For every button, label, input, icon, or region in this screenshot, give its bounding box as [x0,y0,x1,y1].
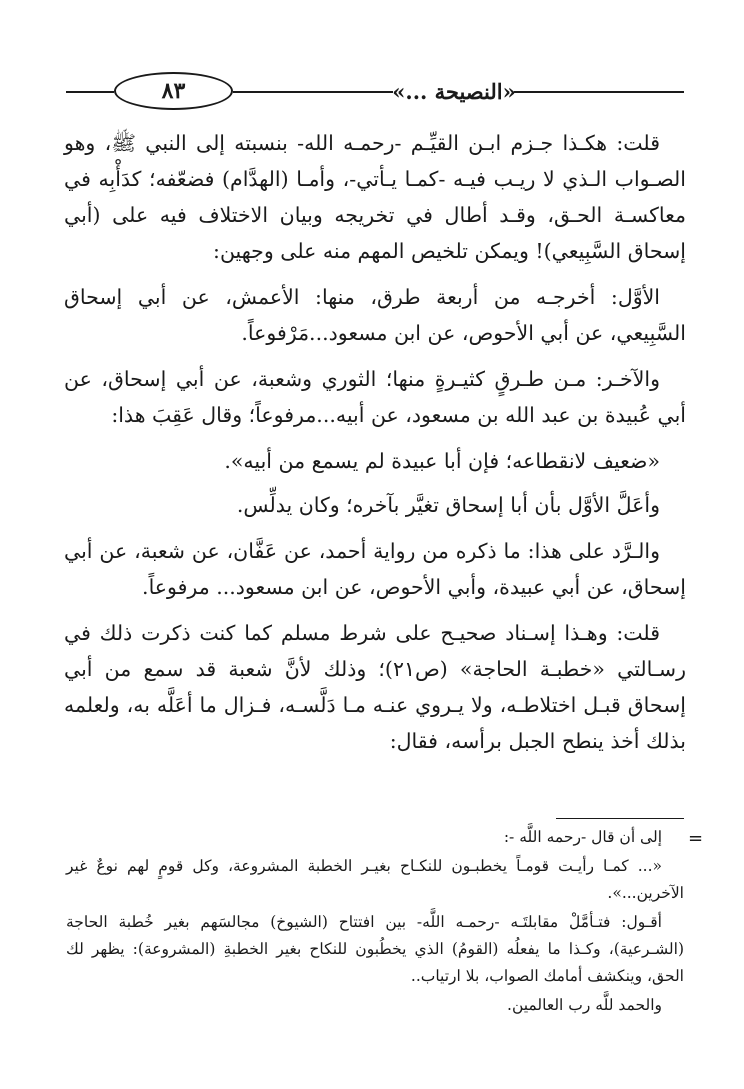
page-number: ٨٣ [114,72,233,110]
paragraph-1: قلت: هكـذا جـزم ابـن القيِّـم -رحمـه الله- بنسبته إلى النبي ﷺ، وهو الصـواب الـذي لا ريـب فيـه -كمـا يـأتي-، وأمـا (الهدَّام) فضعّفه؛ كدَأْبِه في معاكسـة الحـق، وقـد أطال في تخريجه وبيان الاختلاف فيه على (أبي إسحاق السَّبِيعي)! ويمكن تلخيص المهم منه على وجهين: [64,131,686,263]
main-text [64,125,686,769]
footnote-continuation-marker: = [688,828,704,849]
quote-paragraph: «ضعيف لانقطاعه؛ فإن أبا عبيدة لم يسمع من أبيه». [224,449,660,473]
header-rule-left [66,91,114,93]
paragraph-6: والـرَّد على هذا: ما ذكره من رواية أحمد، عن عَفَّان، عن شعبة، عن أبي إسحاق، عن أبي عبيدة، وأبي الأحوص، عن ابن مسعود... مرفوعاً. [64,539,686,599]
header-rule-middle [233,91,393,93]
page-header [66,68,684,118]
running-title: «النصيحة ...» [392,78,516,104]
footnotes [66,824,684,1021]
header-rule-right [514,91,684,93]
footnote-separator [556,818,684,819]
paragraph-7: قلت: وهـذا إسـناد صحيـح على شرط مسلم كما كنت ذكرت ذلك في رسـالتي «خطبـة الحاجة» (ص٢١)؛ وذلك لأنَّ شعبة قد سمع من أبي إسحاق قبـل اختلاطـه، ولا يـروي عنـه مـا دَلَّسـه، فـزال ما أعَلَّه به، ولعلمه بذلك أخذ ينطح الجبل برأسه، فقال: [64,621,686,753]
footnote-line-4: والحمد للَّه رب العالمين. [507,996,662,1014]
paragraph-2: الأوَّل: أخرجـه من أربعة طرق، منها: الأعمش، عن أبي إسحاق السَّبِيعي، عن أبي الأحوص، عن ابن مسعود...مَرْفوعاً. [64,285,686,345]
footnote-line-3: أقـول: فتـأمَّلْ مقابلتَـه -رحمـه اللَّه- بين افتتاح (الشيوخ) مجالسَهم بغير خُطبة الحاجة (الشـرعية)، وكـذا ما يفعلُه (القومُ) الذي يخطُبون للنكاح بغير الخطبةِ (المشروعة): يظهر لك الحق، وينكشف أمامك الصواب، بلا ارتياب.. [66,913,684,985]
paragraph-3: والآخـر: مـن طـرقٍ كثيـرةٍ منها؛ الثوري وشعبة، عن أبي إسحاق، عن أبي عُبيدة بن عبد الله بن مسعود، عن أبيه...مرفوعاً؛ وقال عَقِبَ هذا: [64,367,686,427]
paragraph-5: وأعَلَّ الأوَّل بأن أبا إسحاق تغيَّر بآخره؛ وكان يدلِّس. [236,493,660,517]
footnote-line-2: «... كمـا رأيـت قومـاً يخطبـون للنكـاح بغيـر الخطبة المشروعة، وكل قومٍ لهم نوعٌ غير الآخرين...». [66,857,684,902]
footnote-line-1: إلى أن قال -رحمه اللَّه -: [503,828,662,846]
